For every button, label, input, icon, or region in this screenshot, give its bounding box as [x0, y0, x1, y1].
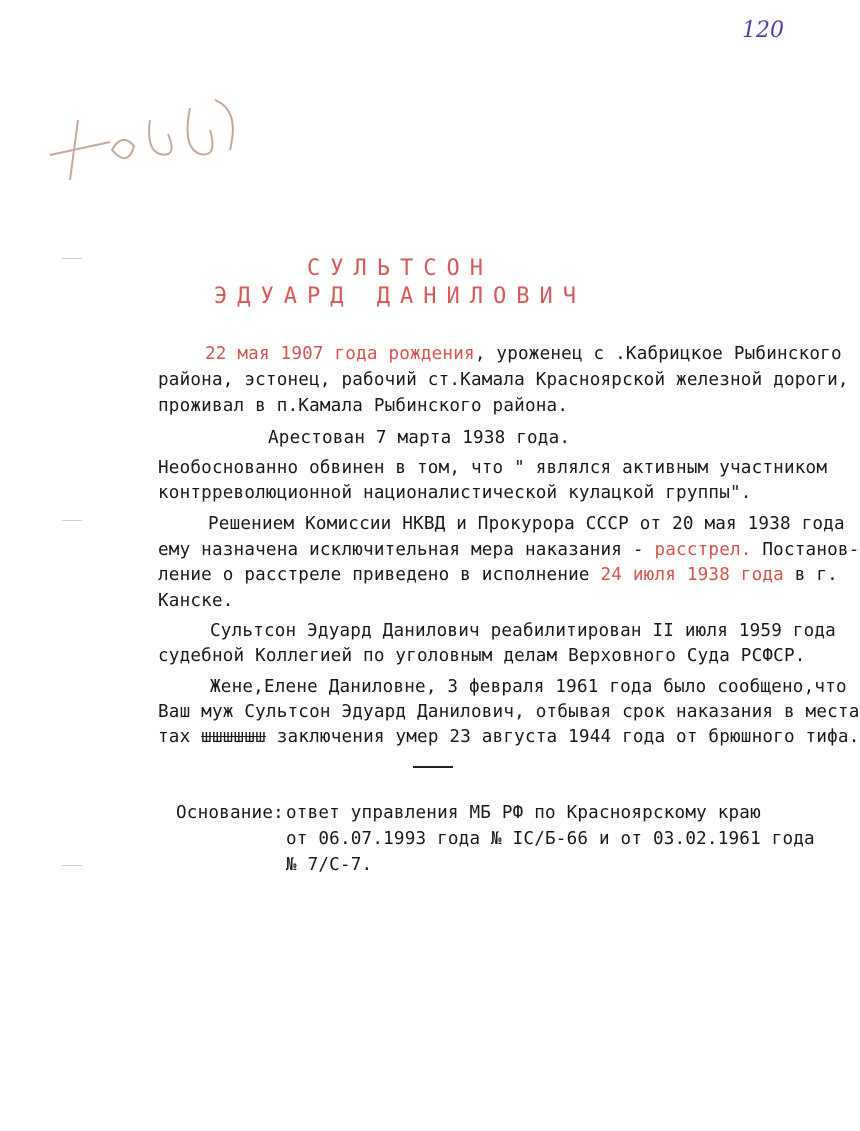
basis-label: Основание: — [176, 803, 284, 823]
basis-line-2: от 06.07.1993 года № IC/Б-66 и от 03.02.1961 года — [286, 829, 815, 849]
margin-mark — [62, 865, 82, 866]
charge-line-2: контрреволюционной националистической кулацкой группы". — [158, 483, 752, 503]
charge-line-1: Необоснованно обвинен в том, что " являлся активным участником — [158, 458, 828, 478]
sentence-line-3 — [158, 565, 838, 585]
sentence-line-2 — [158, 540, 860, 560]
basis-line-3: № 7/С-7. — [286, 855, 373, 875]
margin-mark — [62, 520, 82, 521]
pencil-annotation — [40, 80, 250, 190]
sentence-verdict: расстрел. — [654, 540, 752, 560]
sentence-text: в г. — [783, 565, 838, 585]
bio-line-1 — [205, 344, 842, 364]
birth-date: 22 мая 1907 года рождения — [205, 344, 475, 364]
birthplace-text: , уроженец с .Кабрицкое Рыбинского — [474, 344, 842, 364]
notice-line-2: Ваш муж Сультсон Эдуард Данилович, отбывая срок наказания в места — [158, 702, 860, 722]
section-divider — [413, 766, 453, 768]
arrest-line: Арестован 7 марта 1938 года. — [268, 428, 571, 448]
execution-date: 24 июля 1938 года — [600, 565, 784, 585]
rehab-line-2: судебной Коллегией по уголовным делам Верховного Суда РСФСР. — [158, 646, 806, 666]
bio-line-3: проживал в п.Камала Рыбинского района. — [158, 396, 569, 416]
sentence-text: ему назначена исключительная мера наказания - — [158, 540, 655, 560]
struck-out-text: шшшшшш — [201, 727, 266, 747]
notice-text: тах — [158, 727, 202, 747]
title-surname: СУЛЬТСОН — [307, 256, 493, 281]
notice-line-3 — [158, 727, 860, 747]
bio-line-2: района, эстонец, рабочий ст.Камала Красноярской железной дороги, — [158, 370, 849, 390]
sentence-line-4: Канске. — [158, 591, 234, 611]
title-name: ЭДУАРД ДАНИЛОВИЧ — [214, 284, 586, 309]
sentence-text: ление о расстреле приведено в исполнение — [158, 565, 601, 585]
page-number: 120 — [742, 18, 784, 43]
notice-text: заключения умер 23 августа 1944 года от брюшного тифа. — [265, 727, 860, 747]
basis-line-1: ответ управления МБ РФ по Красноярскому краю — [286, 803, 761, 823]
notice-line-1: Жене,Елене Даниловне, 3 февраля 1961 года было сообщено,что — [210, 677, 847, 697]
rehab-line-1: Сультсон Эдуард Данилович реабилитирован II июля 1959 года — [210, 621, 836, 641]
sentence-text: Постанов- — [751, 540, 860, 560]
sentence-line-1: Решением Комиссии НКВД и Прокурора СССР от 20 мая 1938 года — [208, 514, 845, 534]
